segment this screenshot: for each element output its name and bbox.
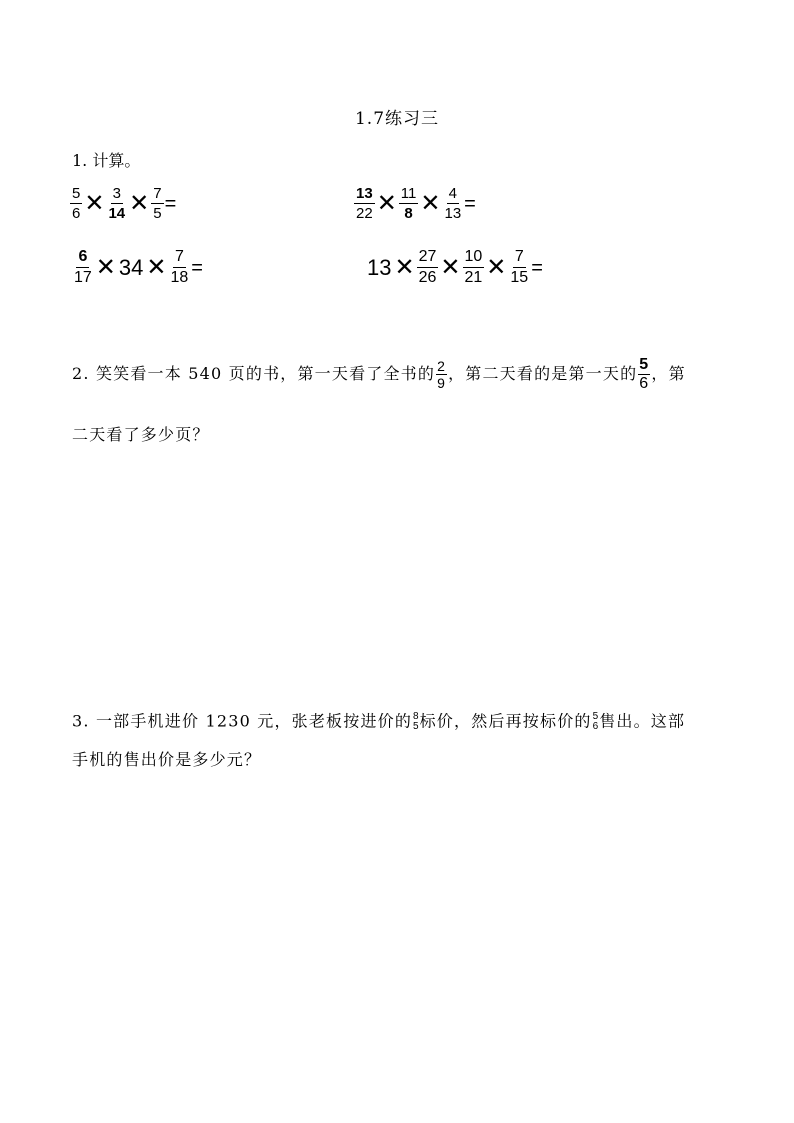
fraction: 5 6 bbox=[592, 711, 599, 732]
times-sign: ✕ bbox=[146, 253, 167, 281]
question-2-text: ，第 bbox=[651, 364, 686, 383]
question-2-line-1 bbox=[72, 357, 686, 392]
times-sign: ✕ bbox=[129, 189, 150, 217]
question-3-text: 标价，然后再按标价的 bbox=[419, 711, 592, 731]
times-sign: ✕ bbox=[440, 253, 461, 281]
fraction: $\frac{5}{6}$ bbox=[639, 356, 650, 392]
times-sign: ✕ bbox=[486, 253, 507, 281]
question-2-text: ，第二天看的是第一天的 bbox=[448, 364, 638, 383]
question-2-line-2: 二天看了多少页？ bbox=[72, 425, 210, 444]
fraction: $\frac{7}{5}$ bbox=[153, 185, 162, 222]
question-1-heading: 1. 计算。 bbox=[72, 151, 141, 170]
fraction: $\frac{10}{21}$ bbox=[464, 248, 483, 286]
question-3-line-2: 手机的售出价是多少元？ bbox=[72, 750, 262, 769]
fraction: $\frac{5}{6}$ bbox=[72, 185, 81, 222]
question-3-line-1 bbox=[72, 712, 685, 732]
expression-1 bbox=[70, 186, 176, 221]
fraction: $\frac{13}{22}$ bbox=[356, 185, 373, 222]
fraction: $\frac{7}{18}$ bbox=[170, 248, 189, 286]
expression-4 bbox=[366, 249, 543, 286]
fraction: $\frac{11}{8}$ bbox=[400, 185, 417, 222]
whole-number: 34 bbox=[118, 254, 144, 280]
times-sign: ✕ bbox=[420, 189, 441, 217]
whole-number: 13 bbox=[367, 254, 392, 280]
fraction: $\frac{27}{26}$ bbox=[418, 248, 437, 286]
fraction: $\frac{2}{9}$ bbox=[437, 358, 447, 391]
page-title: 1.7练习三 bbox=[354, 109, 440, 129]
times-sign: ✕ bbox=[95, 253, 116, 281]
fraction: $\frac{6}{17}$ bbox=[74, 248, 92, 286]
question-3-text: 3. 一部手机进价 1230 元，张老板按进价的 bbox=[72, 711, 413, 731]
fraction: $\frac{4}{13}$ bbox=[444, 185, 462, 222]
equals-sign: = bbox=[191, 256, 203, 279]
equals-sign: = bbox=[464, 192, 476, 215]
fraction: 8 5 bbox=[413, 711, 419, 732]
times-sign: ✕ bbox=[376, 189, 397, 217]
question-3-text: 售出。这部 bbox=[599, 711, 686, 731]
equals-sign: = bbox=[164, 192, 177, 215]
equals-sign: = bbox=[531, 256, 543, 279]
expression-3 bbox=[72, 249, 203, 286]
fraction: $\frac{7}{15}$ bbox=[510, 248, 529, 286]
times-sign: ✕ bbox=[394, 253, 415, 281]
question-2-text: 2. 笑笑看一本 540 页的书，第一天看了全书的 bbox=[72, 364, 436, 383]
expression-2 bbox=[354, 186, 476, 221]
times-sign: ✕ bbox=[84, 189, 105, 217]
fraction: $\frac{3}{14}$ bbox=[108, 185, 126, 222]
